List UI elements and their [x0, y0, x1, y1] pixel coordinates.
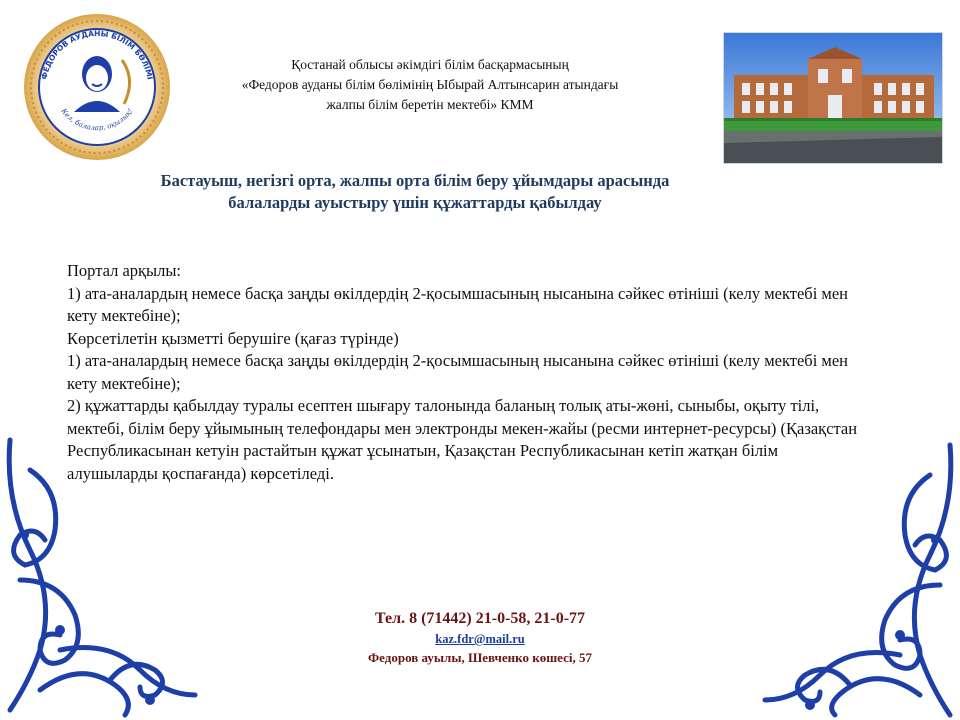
paper-heading: Көрсетілетін қызметті берушіге (қағаз түрінде) [67, 328, 399, 348]
ornament-right-icon [760, 440, 960, 720]
portal-item-1: 1) ата-аналардың немесе басқа заңды өкілдердің 2-қосымшасының нысанына сәйкес өтініші (келу мектебі мен кету мектебіне); [67, 283, 849, 325]
header-line-2: «Федоров ауданы білім бөлімінің Ыбырай Алтынсарин атындағы [241, 77, 619, 92]
contact-phone: Тел. 8 (71442) 21-0-58, 21-0-77 [374, 610, 586, 627]
svg-text:Кел, балалар, оқылық!: Кел, балалар, оқылық! [59, 107, 135, 133]
paper-item-2: 2) құжаттарды қабылдау туралы есептен шығару талонында баланың толық аты-жөні, сыныбы, оқыту тілі, мектебі, білім беру ұйымының телефондары мен электронды мекен-жайы (ресми интернет-ресурсы) (Қазақстан Республикасынан кетуін растайтын құжат ұсынатын, Қазақстан Республикасынан кетіп жатқан білім алушыларды қоспағанда) көрсетіледі. [67, 396, 858, 483]
title-line-2: балаларды ауыстыру үшін құжаттарды қабылдау [228, 193, 602, 212]
portrait-emblem-icon [22, 12, 172, 162]
school-building-image [724, 33, 942, 163]
header-line-1: Қостанай облысы әкімдігі білім басқармасының [291, 57, 569, 72]
paper-item-1: 1) ата-аналардың немесе басқа заңды өкілдердің 2-қосымшасының нысанына сәйкес өтініші (келу мектебі мен кету мектебіне); [67, 351, 849, 393]
contact-address: Федоров ауылы, Шевченко көшесі, 57 [368, 650, 592, 665]
contact-email-link[interactable]: kaz.fdr@mail.ru [435, 632, 525, 646]
header-line-3: жалпы білім беретін мектебі» КММ [326, 97, 534, 112]
contacts-block [280, 608, 680, 668]
title-line-1: Бастауыш, негізгі орта, жалпы орта білім беру ұйымдары арасында [160, 171, 670, 190]
school-logo [22, 12, 172, 162]
school-building-photo [723, 32, 943, 164]
school-header [180, 55, 680, 115]
svg-text:ФЕДОРОВ АУДАНЫ БІЛІМ БӨЛІМІ: ФЕДОРОВ АУДАНЫ БІЛІМ БӨЛІМІ [39, 28, 155, 81]
page-title [100, 170, 730, 214]
portal-heading: Портал арқылы: [67, 261, 182, 280]
ornament-left-icon [0, 430, 200, 720]
